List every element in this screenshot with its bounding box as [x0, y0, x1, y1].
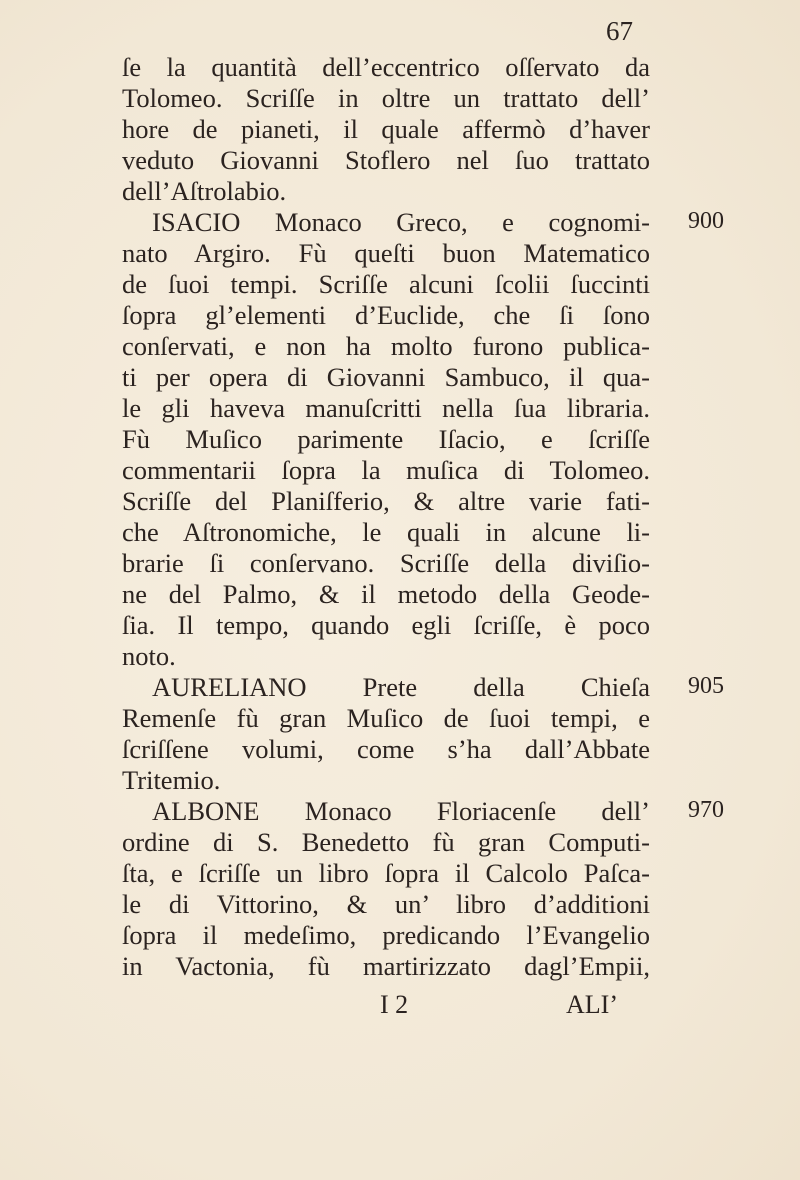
- text-line: brarie ſi conſervano. Scriſſe della diviſio-: [122, 548, 650, 578]
- entry-heading-aureliano: AURELIANO Prete della Chieſa: [152, 672, 650, 702]
- text-line: ſcriſſene volumi, come s’ha dall’Abbate: [122, 734, 650, 764]
- text-line: Tolomeo. Scriſſe in oltre un trattato dell’: [122, 83, 650, 113]
- entry-heading-albone: ALBONE Monaco Floriacenſe dell’: [152, 796, 650, 826]
- text-line: Fù Muſico parimente Iſacio, e ſcriſſe: [122, 424, 650, 454]
- text-line: ne del Palmo, & il metodo della Geode-: [122, 579, 650, 609]
- text-line: noto.: [122, 641, 176, 671]
- text-line: veduto Giovanni Stoflero nel ſuo trattato: [122, 145, 650, 175]
- margin-year: 970: [688, 797, 724, 823]
- body-text: [122, 52, 650, 982]
- text-line: ſe la quantità dell’eccentrico oſſervato da: [122, 52, 650, 82]
- page-number: 67: [606, 16, 633, 46]
- text-line: le di Vittorino, & un’ libro d’additioni: [122, 889, 650, 919]
- text-line: hore de pianeti, il quale affermò d’haver: [122, 114, 650, 144]
- margin-year: 905: [688, 673, 724, 699]
- text-line: ſopra il medeſimo, predicando l’Evangelio: [122, 920, 650, 950]
- text-line: ordine di S. Benedetto fù gran Computi-: [122, 827, 650, 857]
- catchword: ALI’: [566, 990, 618, 1019]
- text-line: commentarii ſopra la muſica di Tolomeo.: [122, 455, 650, 485]
- signature-mark: I 2: [380, 990, 409, 1019]
- text-line: che Aſtronomiche, le quali in alcune li-: [122, 517, 650, 547]
- text-line: conſervati, e non ha molto furono publica-: [122, 331, 650, 361]
- text-line: le gli haveva manuſcritti nella ſua libraria.: [122, 393, 650, 423]
- entry-heading-isacio: ISACIO Monaco Greco, e cognomi-: [152, 207, 650, 237]
- text-line: nato Argiro. Fù queſti buon Matematico: [122, 238, 650, 268]
- text-line: dell’Aſtrolabio.: [122, 176, 287, 206]
- margin-year: 900: [688, 208, 724, 234]
- text-line: Scriſſe del Planiſferio, & altre varie fati-: [122, 486, 650, 516]
- text-line: Remenſe fù gran Muſico de ſuoi tempi, e: [122, 703, 650, 733]
- text-line: ſopra gl’elementi d’Euclide, che ſi ſono: [122, 300, 650, 330]
- text-line: in Vactonia, fù martirizzato dagl’Empii,: [122, 951, 650, 981]
- text-line: de ſuoi tempi. Scriſſe alcuni ſcolii ſuccinti: [122, 269, 650, 299]
- text-line: Tritemio.: [122, 765, 221, 795]
- text-line: ſia. Il tempo, quando egli ſcriſſe, è poco: [122, 610, 650, 640]
- text-line: ti per opera di Giovanni Sambuco, il qua-: [122, 362, 650, 392]
- text-line: ſta, e ſcriſſe un libro ſopra il Calcolo Paſca-: [122, 858, 650, 888]
